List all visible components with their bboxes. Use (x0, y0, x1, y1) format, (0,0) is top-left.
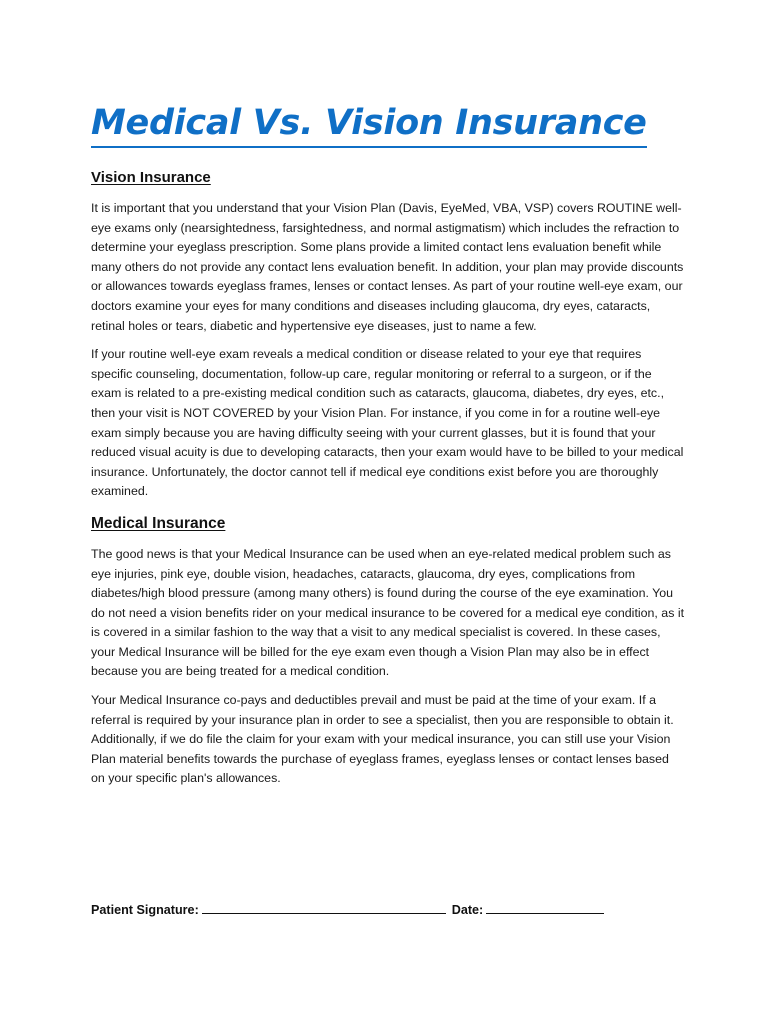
date-label: Date: (451, 903, 484, 917)
date-field[interactable] (486, 900, 604, 914)
vision-paragraph-1: It is important that you understand that your Vision Plan (Davis, EyeMed, VBA, VSP) covers ROUTINE well-eye exams only (nearsightedness, farsightedness, and normal astigmatism) which includes the refraction to determine your eyeglass prescription. Some plans provide a limited contact lens evaluation benefit while many others do not provide any contact lens evaluation benefit. In addition, your plan may provide discounts or allowances towards eyeglass frames, lenses or contact lenses. As part of your routine well-eye exam, our doctors examine your eyes for many conditions and diseases including glaucoma, dry eyes, cataracts, retinal holes or tears, diabetic and hypertensive eye diseases, just to name a few. (91, 201, 684, 333)
document-title: Medical Vs. Vision Insurance (91, 0, 647, 148)
section-heading-medical-insurance: Medical Insurance (91, 514, 226, 532)
medical-paragraph-2: Your Medical Insurance co-pays and deductibles prevail and must be paid at the time of your exam. If a referral is required by your insurance plan in order to see a specialist, then you are responsible to obtain it. Additionally, if we do file the claim for your exam with your medical insurance, you can still use your Vision Plan material benefits towards the purchase of eyeglass frames, eyeglass lenses or contact lenses based on your specific plan's allowances. (91, 693, 674, 786)
section-heading-vision-insurance: Vision Insurance (91, 169, 211, 186)
signature-line (91, 900, 604, 920)
medical-paragraph-1: The good news is that your Medical Insurance can be used when an eye-related medical problem such as eye injuries, pink eye, double vision, headaches, cataracts, glaucoma, dry eyes, complications from diabetes/high blood pressure (among many others) is found during the course of the eye examination. You do not need a vision benefits rider on your medical insurance to be covered for a medical eye condition, as it is covered in a similar fashion to the way that a visit to any medical specialist is covered. In these cases, your Medical Insurance will be billed for the eye exam even though a Vision Plan may also be in effect because you are being treated for a medical condition. (91, 546, 685, 679)
patient-signature-field[interactable] (202, 900, 446, 914)
patient-signature-label: Patient Signature: (91, 903, 199, 917)
vision-paragraph-2: If your routine well-eye exam reveals a medical condition or disease related to your eye that requires specific counseling, documentation, follow-up care, regular monitoring or referral to a surgeon, or if the exam is related to a pre-existing medical condition such as cataracts, glaucoma, diabetes, dry eyes, etc., then your visit is NOT COVERED by your Vision Plan. For instance, if you come in for a routine well-eye exam simply because you are having difficulty seeing with your current glasses, but it is found that your reduced visual acuity is due to developing cataracts, then your exam would have to be billed to your medical insurance. Unfortunately, the doctor cannot tell if medical eye conditions exist before you are thoroughly examined. (91, 347, 684, 499)
